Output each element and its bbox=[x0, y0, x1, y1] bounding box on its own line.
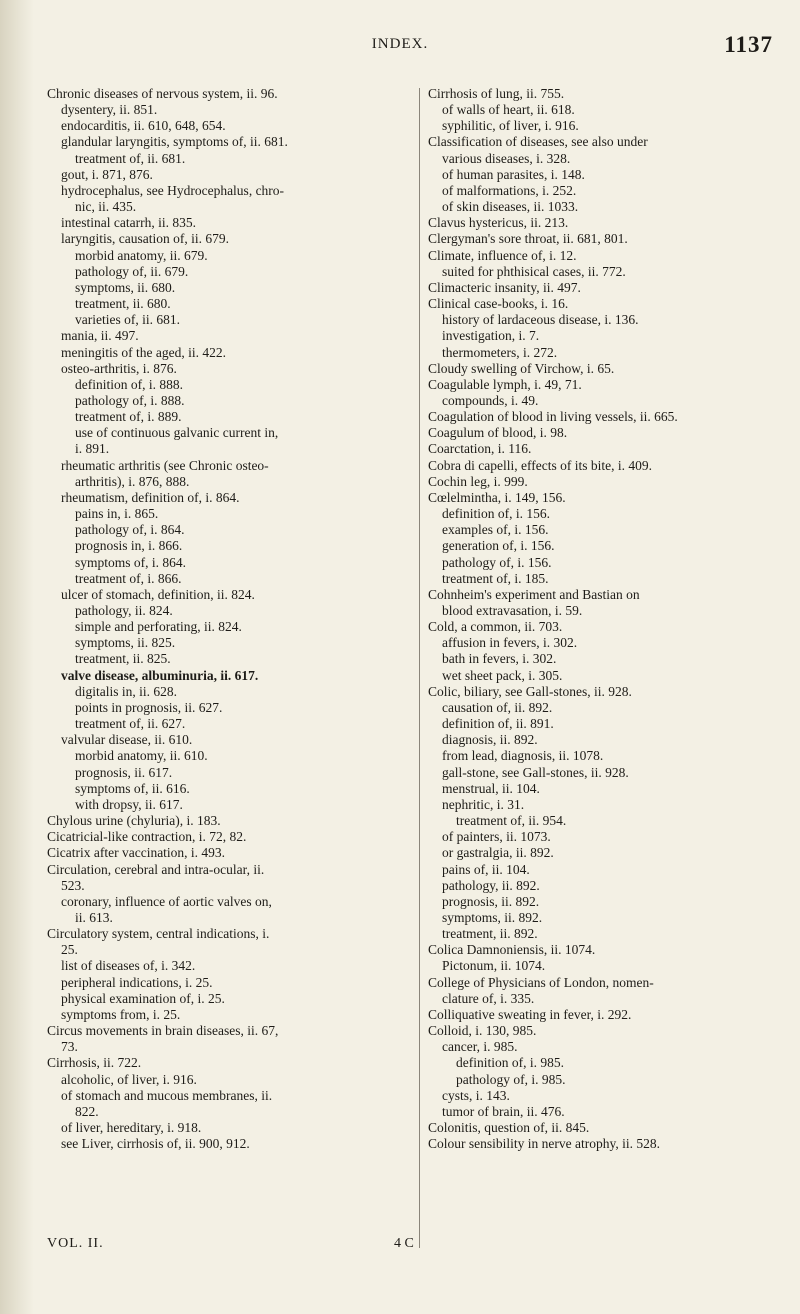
index-entry: various diseases, i. 328. bbox=[442, 150, 571, 166]
index-entry: treatment of, ii. 681. bbox=[75, 150, 186, 166]
index-entry: Cobra di capelli, effects of its bite, i. 409. bbox=[428, 457, 652, 473]
index-entry: 25. bbox=[61, 942, 78, 958]
index-entry: valve disease, albuminuria, ii. 617. bbox=[61, 667, 259, 683]
index-entry: cysts, i. 143. bbox=[442, 1087, 510, 1103]
index-entry: Cold, a common, ii. 703. bbox=[428, 619, 563, 635]
index-entry: Coagulation of blood in living vessels, ii. 665. bbox=[428, 409, 678, 425]
index-entry: digitalis in, ii. 628. bbox=[75, 683, 178, 699]
index-entry: tumor of brain, ii. 476. bbox=[442, 1103, 565, 1119]
index-entry: prognosis, ii. 892. bbox=[442, 893, 540, 909]
index-entry: investigation, i. 7. bbox=[442, 328, 540, 344]
index-entry: physical examination of, i. 25. bbox=[61, 990, 225, 1006]
index-entry: Chronic diseases of nervous system, ii. 96. bbox=[47, 86, 278, 101]
index-entry: gall-stone, see Gall-stones, ii. 928. bbox=[442, 764, 629, 780]
index-entry: symptoms, ii. 680. bbox=[75, 279, 176, 295]
index-entry: Pictonum, ii. 1074. bbox=[442, 958, 546, 974]
index-entry: Cicatricial-like contraction, i. 72, 82. bbox=[47, 829, 247, 845]
index-entry: compounds, i. 49. bbox=[442, 392, 539, 408]
index-entry: i. 891. bbox=[75, 441, 110, 457]
index-entry: osteo-arthritis, i. 876. bbox=[61, 360, 177, 376]
index-entry: wet sheet pack, i. 305. bbox=[442, 667, 563, 683]
index-entry: Cohnheim's experiment and Bastian on bbox=[428, 586, 640, 602]
index-entry: prognosis in, i. 866. bbox=[75, 538, 183, 554]
index-entry: suited for phthisical cases, ii. 772. bbox=[442, 263, 626, 279]
index-entry: Cochin leg, i. 999. bbox=[428, 473, 528, 489]
index-entry: Cloudy swelling of Virchow, i. 65. bbox=[428, 360, 615, 376]
index-entry: gout, i. 871, 876. bbox=[61, 166, 153, 182]
index-entry: symptoms, ii. 825. bbox=[75, 635, 176, 651]
index-entry: treatment of, i. 185. bbox=[442, 570, 549, 586]
index-entry: treatment, ii. 680. bbox=[75, 296, 171, 312]
index-entry: definition of, ii. 891. bbox=[442, 716, 554, 732]
index-entry: Chylous urine (chyluria), i. 183. bbox=[47, 813, 221, 829]
index-entry: menstrual, ii. 104. bbox=[442, 780, 540, 796]
index-entry: Circulatory system, central indications, i. bbox=[47, 926, 270, 942]
index-entry: 822. bbox=[75, 1103, 99, 1119]
index-entry: clature of, i. 335. bbox=[442, 990, 535, 1006]
index-entry: peripheral indications, i. 25. bbox=[61, 974, 213, 990]
index-entry: nephritic, i. 31. bbox=[442, 796, 525, 812]
index-entry: laryngitis, causation of, ii. 679. bbox=[61, 231, 229, 247]
index-entry: definition of, i. 888. bbox=[75, 376, 183, 392]
index-entry: College of Physicians of London, nomen- bbox=[428, 974, 654, 990]
index-entry: Colliquative sweating in fever, i. 292. bbox=[428, 1006, 632, 1022]
index-entry: or gastralgia, ii. 892. bbox=[442, 845, 554, 861]
index-entry: of painters, ii. 1073. bbox=[442, 829, 551, 845]
index-entry: definition of, i. 985. bbox=[456, 1055, 564, 1071]
index-entry: blood extravasation, i. 59. bbox=[442, 603, 583, 618]
index-entry: Coagulable lymph, i. 49, 71. bbox=[428, 376, 582, 392]
index-entry: Cœlelmintha, i. 149, 156. bbox=[428, 489, 566, 505]
index-entry: glandular laryngitis, symptoms of, ii. 681. bbox=[61, 134, 288, 150]
index-entry: hydrocephalus, see Hydrocephalus, chro- bbox=[61, 182, 285, 198]
index-entry: cancer, i. 985. bbox=[442, 1039, 518, 1055]
index-entry: Colic, biliary, see Gall-stones, ii. 928. bbox=[428, 683, 632, 699]
index-entry: affusion in fevers, i. 302. bbox=[442, 635, 578, 651]
index-entry: 73. bbox=[61, 1039, 78, 1055]
index-entry: of human parasites, i. 148. bbox=[442, 166, 585, 182]
index-entry: pains of, ii. 104. bbox=[442, 861, 530, 877]
index-entry: mania, ii. 497. bbox=[61, 328, 139, 344]
index-entry: alcoholic, of liver, i. 916. bbox=[61, 1071, 197, 1087]
index-entry: use of continuous galvanic current in, bbox=[75, 425, 279, 441]
index-entry: rheumatism, definition of, i. 864. bbox=[61, 489, 240, 505]
index-entry: bath in fevers, i. 302. bbox=[442, 651, 557, 667]
running-title: INDEX. bbox=[371, 36, 429, 52]
index-entry: prognosis, ii. 617. bbox=[75, 764, 173, 780]
index-entry: treatment, ii. 892. bbox=[442, 926, 538, 942]
index-entry: syphilitic, of liver, i. 916. bbox=[442, 118, 579, 134]
index-entry: intestinal catarrh, ii. 835. bbox=[61, 215, 196, 231]
index-entry: diagnosis, ii. 892. bbox=[442, 732, 538, 748]
index-entry: morbid anatomy, ii. 679. bbox=[75, 247, 208, 263]
index-entry: varieties of, ii. 681. bbox=[75, 312, 180, 328]
index-entry: Colloid, i. 130, 985. bbox=[428, 1023, 537, 1039]
volume-label: VOL. II. bbox=[47, 1236, 104, 1251]
index-entry: endocarditis, ii. 610, 648, 654. bbox=[61, 118, 226, 134]
index-entry: ii. 613. bbox=[75, 909, 113, 925]
index-entry: rheumatic arthritis (see Chronic osteo- bbox=[61, 457, 269, 473]
index-entry: coronary, influence of aortic valves on, bbox=[61, 893, 272, 909]
index-entry: Climacteric insanity, ii. 497. bbox=[428, 279, 581, 295]
page-number: 1137 bbox=[724, 32, 773, 57]
index-entry: generation of, i. 156. bbox=[442, 538, 555, 554]
index-entry: of stomach and mucous membranes, ii. bbox=[61, 1087, 273, 1103]
index-entry: points in prognosis, ii. 627. bbox=[75, 699, 223, 715]
index-entry: Colica Damnoniensis, ii. 1074. bbox=[428, 942, 596, 958]
index-entry: pathology of, ii. 679. bbox=[75, 263, 189, 279]
index-entry: symptoms of, i. 864. bbox=[75, 554, 187, 570]
index-entry: treatment of, ii. 627. bbox=[75, 716, 186, 732]
index-entry: of liver, hereditary, i. 918. bbox=[61, 1120, 202, 1135]
index-entry: Clinical case-books, i. 16. bbox=[428, 296, 569, 312]
binding-shadow bbox=[0, 0, 34, 1314]
index-entry: Coagulum of blood, i. 98. bbox=[428, 425, 568, 441]
index-entry: simple and perforating, ii. 824. bbox=[75, 619, 242, 635]
column-divider bbox=[419, 88, 420, 1248]
index-entry: Cirrhosis, ii. 722. bbox=[47, 1055, 142, 1071]
index-entry: history of lardaceous disease, i. 136. bbox=[442, 312, 639, 328]
index-entry: pathology, ii. 892. bbox=[442, 877, 540, 893]
index-entry: definition of, i. 156. bbox=[442, 506, 550, 522]
index-entry: Clavus hystericus, ii. 213. bbox=[428, 215, 569, 231]
index-entry: treatment of, i. 889. bbox=[75, 409, 182, 425]
index-entry: arthritis), i. 876, 888. bbox=[75, 473, 190, 489]
index-entry: Coarctation, i. 116. bbox=[428, 441, 532, 457]
index-entry: Colour sensibility in nerve atrophy, ii. 528. bbox=[428, 1136, 660, 1152]
index-entry: Circulation, cerebral and intra-ocular, ii. bbox=[47, 861, 265, 877]
index-entry: Clergyman's sore throat, ii. 681, 801. bbox=[428, 231, 628, 247]
index-entry: of skin diseases, ii. 1033. bbox=[442, 199, 579, 215]
index-entry: pathology of, i. 156. bbox=[442, 554, 552, 570]
index-entry: Cirrhosis of lung, ii. 755. bbox=[428, 86, 565, 101]
index-entry: Classification of diseases, see also under bbox=[428, 134, 648, 150]
index-entry: from lead, diagnosis, ii. 1078. bbox=[442, 748, 604, 764]
index-entry: pathology of, i. 888. bbox=[75, 392, 185, 408]
index-entry: 523. bbox=[61, 877, 85, 893]
index-entry: of walls of heart, ii. 618. bbox=[442, 102, 575, 118]
signature-mark: 4 C bbox=[394, 1236, 414, 1251]
index-entry: examples of, i. 156. bbox=[442, 522, 549, 538]
index-entry: with dropsy, ii. 617. bbox=[75, 796, 183, 812]
index-entry: meningitis of the aged, ii. 422. bbox=[61, 344, 226, 360]
page-header bbox=[0, 32, 800, 66]
index-entry: see Liver, cirrhosis of, ii. 900, 912. bbox=[61, 1136, 250, 1152]
index-entry: symptoms from, i. 25. bbox=[61, 1006, 181, 1022]
index-column-left bbox=[47, 86, 409, 1152]
index-entry: pains in, i. 865. bbox=[75, 506, 159, 522]
index-entry: Colonitis, question of, ii. 845. bbox=[428, 1120, 590, 1135]
index-entry: nic, ii. 435. bbox=[75, 199, 137, 215]
index-entry: thermometers, i. 272. bbox=[442, 344, 558, 360]
index-entry: Circus movements in brain diseases, ii. 67, bbox=[47, 1023, 279, 1039]
index-entry: pathology, ii. 824. bbox=[75, 603, 173, 618]
index-entry: symptoms of, ii. 616. bbox=[75, 780, 190, 796]
index-entry: list of diseases of, i. 342. bbox=[61, 958, 196, 974]
index-entry: symptoms, ii. 892. bbox=[442, 909, 543, 925]
index-entry: dysentery, ii. 851. bbox=[61, 102, 158, 118]
index-entry: Climate, influence of, i. 12. bbox=[428, 247, 577, 263]
index-entry: treatment, ii. 825. bbox=[75, 651, 171, 667]
index-entry: pathology of, i. 985. bbox=[456, 1071, 566, 1087]
index-column-right bbox=[428, 86, 784, 1152]
index-entry: valvular disease, ii. 610. bbox=[61, 732, 193, 748]
index-entry: pathology of, i. 864. bbox=[75, 522, 185, 538]
index-entry: of malformations, i. 252. bbox=[442, 182, 577, 198]
index-entry: treatment of, ii. 954. bbox=[456, 813, 567, 829]
index-entry: treatment of, i. 866. bbox=[75, 570, 182, 586]
index-entry: ulcer of stomach, definition, ii. 824. bbox=[61, 586, 255, 602]
index-entry: Cicatrix after vaccination, i. 493. bbox=[47, 845, 226, 861]
index-entry: morbid anatomy, ii. 610. bbox=[75, 748, 208, 764]
index-entry: causation of, ii. 892. bbox=[442, 699, 553, 715]
